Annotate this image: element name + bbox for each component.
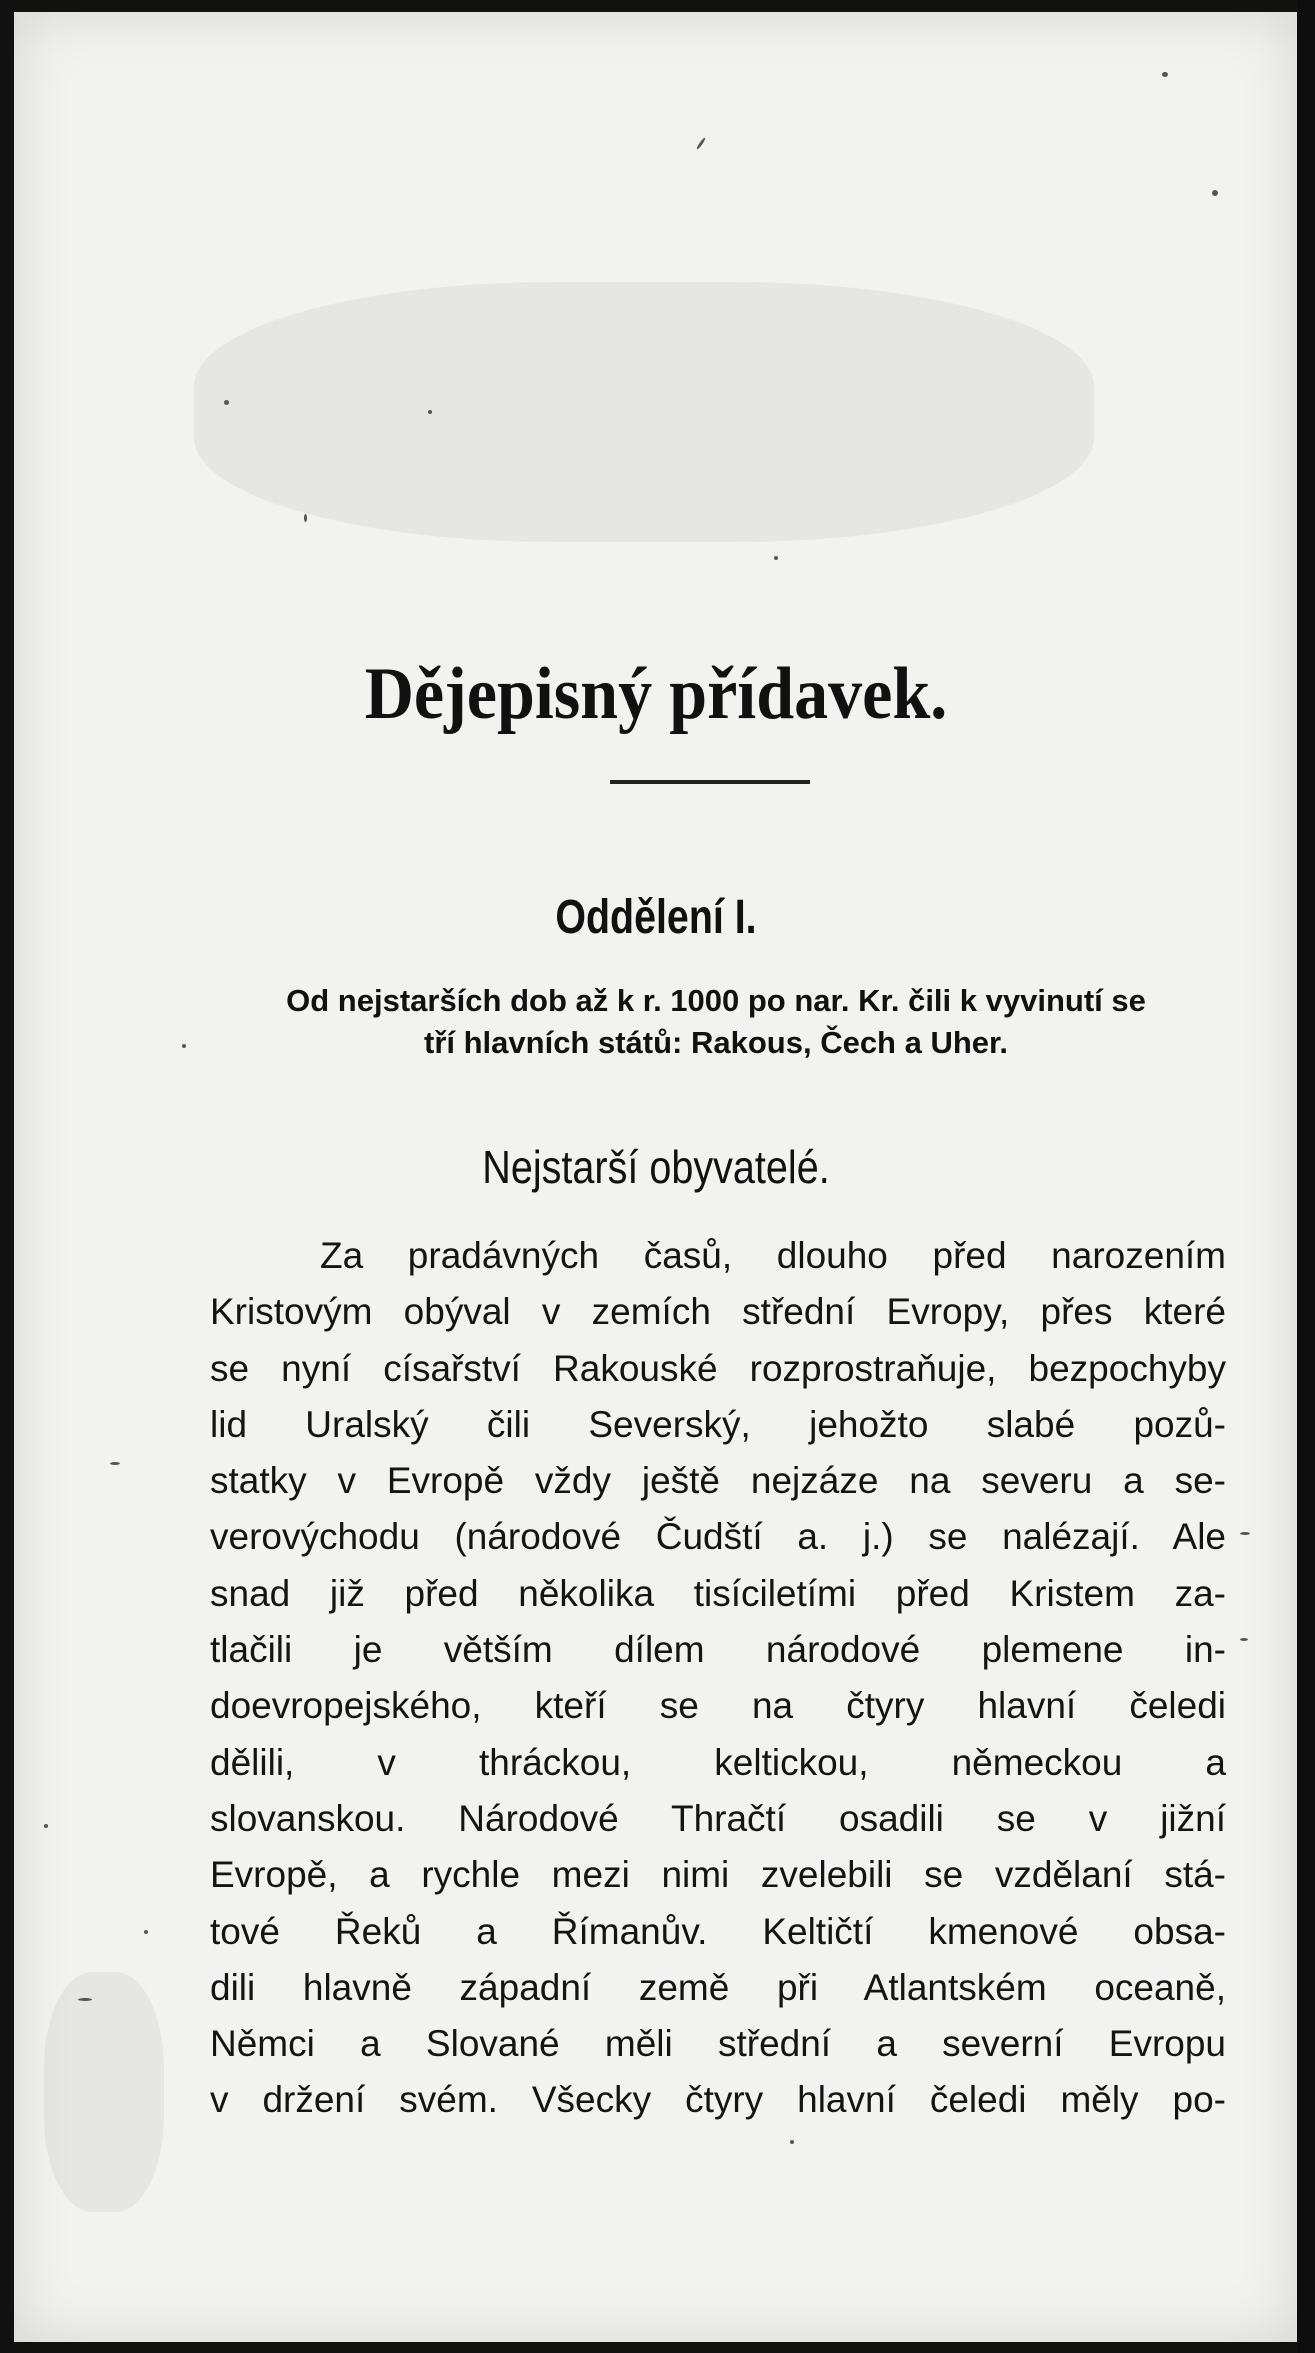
body-line: dělili, v thráckou, keltickou, německou a bbox=[210, 1741, 1226, 1783]
section-subtitle-line: tří hlavních států: Rakous, Čech a Uher. bbox=[424, 1025, 1008, 1060]
section-subtitle bbox=[204, 980, 1228, 1064]
body-line: Němci a Slované měli střední a severní Evropu bbox=[210, 2023, 1226, 2065]
paper-speck bbox=[182, 1044, 186, 1048]
body-line: statky v Evropě vždy ještě nejzáze na severu a se- bbox=[210, 1460, 1226, 1502]
body-line: snad již před několika tisíciletími před Kristem za- bbox=[210, 1572, 1226, 1614]
paper-speck bbox=[78, 1998, 92, 2001]
paper-speck bbox=[774, 556, 778, 560]
page-title: Dějepisný přídavek. bbox=[364, 653, 948, 735]
body-line: slovanskou. Národové Thračtí osadili se v jižní bbox=[210, 1797, 1226, 1839]
paper-speck bbox=[790, 2140, 794, 2144]
paper-speck bbox=[1240, 1532, 1250, 1535]
scan-edge bbox=[1297, 0, 1315, 2353]
paper-speck bbox=[224, 400, 229, 405]
paper-speck bbox=[144, 1930, 148, 1934]
body-paragraph bbox=[210, 1228, 1226, 2129]
body-line: dili hlavně západní země při Atlantském oceaně, bbox=[210, 1966, 1226, 2008]
paper-speck bbox=[304, 514, 307, 522]
paper-speck bbox=[1162, 72, 1168, 77]
paper-speck bbox=[1240, 1638, 1248, 1641]
paper-speck bbox=[428, 410, 432, 414]
section-heading: Oddělení I. bbox=[555, 891, 757, 944]
body-line: v držení svém. Všecky čtyry hlavní čeledi měly po- bbox=[210, 2079, 1226, 2121]
paper-speck bbox=[1212, 190, 1218, 196]
paper-speck bbox=[696, 137, 706, 150]
section-subtitle-line: Od nejstarších dob až k r. 1000 po nar. Kr. čili k vyvinutí se bbox=[286, 983, 1146, 1018]
body-line: lid Uralský čili Severský, jehožto slabé pozů- bbox=[210, 1403, 1226, 1445]
paper-speck bbox=[44, 1824, 48, 1828]
book-page bbox=[14, 12, 1298, 2342]
body-line: Kristovým obýval v zemích střední Evropy, přes které bbox=[210, 1291, 1226, 1333]
body-line: tlačili je větším dílem národové plemene in- bbox=[210, 1629, 1226, 1671]
body-line: verovýchodu (národové Čudští a. j.) se nalézají. Ale bbox=[210, 1516, 1226, 1558]
body-line: doevropejského, kteří se na čtyry hlavní čeledi bbox=[210, 1685, 1226, 1727]
body-line: tové Řeků a Římanův. Keltičtí kmenové obsa- bbox=[210, 1910, 1226, 1952]
body-line: Za pradávných časů, dlouho před narozením bbox=[320, 1235, 1226, 1276]
chapter-heading: Nejstarší obyvatelé. bbox=[482, 1141, 830, 1193]
title-rule bbox=[610, 780, 810, 784]
body-line: Evropě, a rychle mezi nimi zvelebili se vzdělaní stá- bbox=[210, 1854, 1226, 1896]
paper-stain bbox=[44, 1972, 164, 2212]
body-line: se nyní císařství Rakouské rozprostraňuje, bezpochyby bbox=[210, 1347, 1226, 1389]
paper-speck bbox=[110, 1462, 120, 1465]
paper-stain bbox=[194, 282, 1094, 542]
